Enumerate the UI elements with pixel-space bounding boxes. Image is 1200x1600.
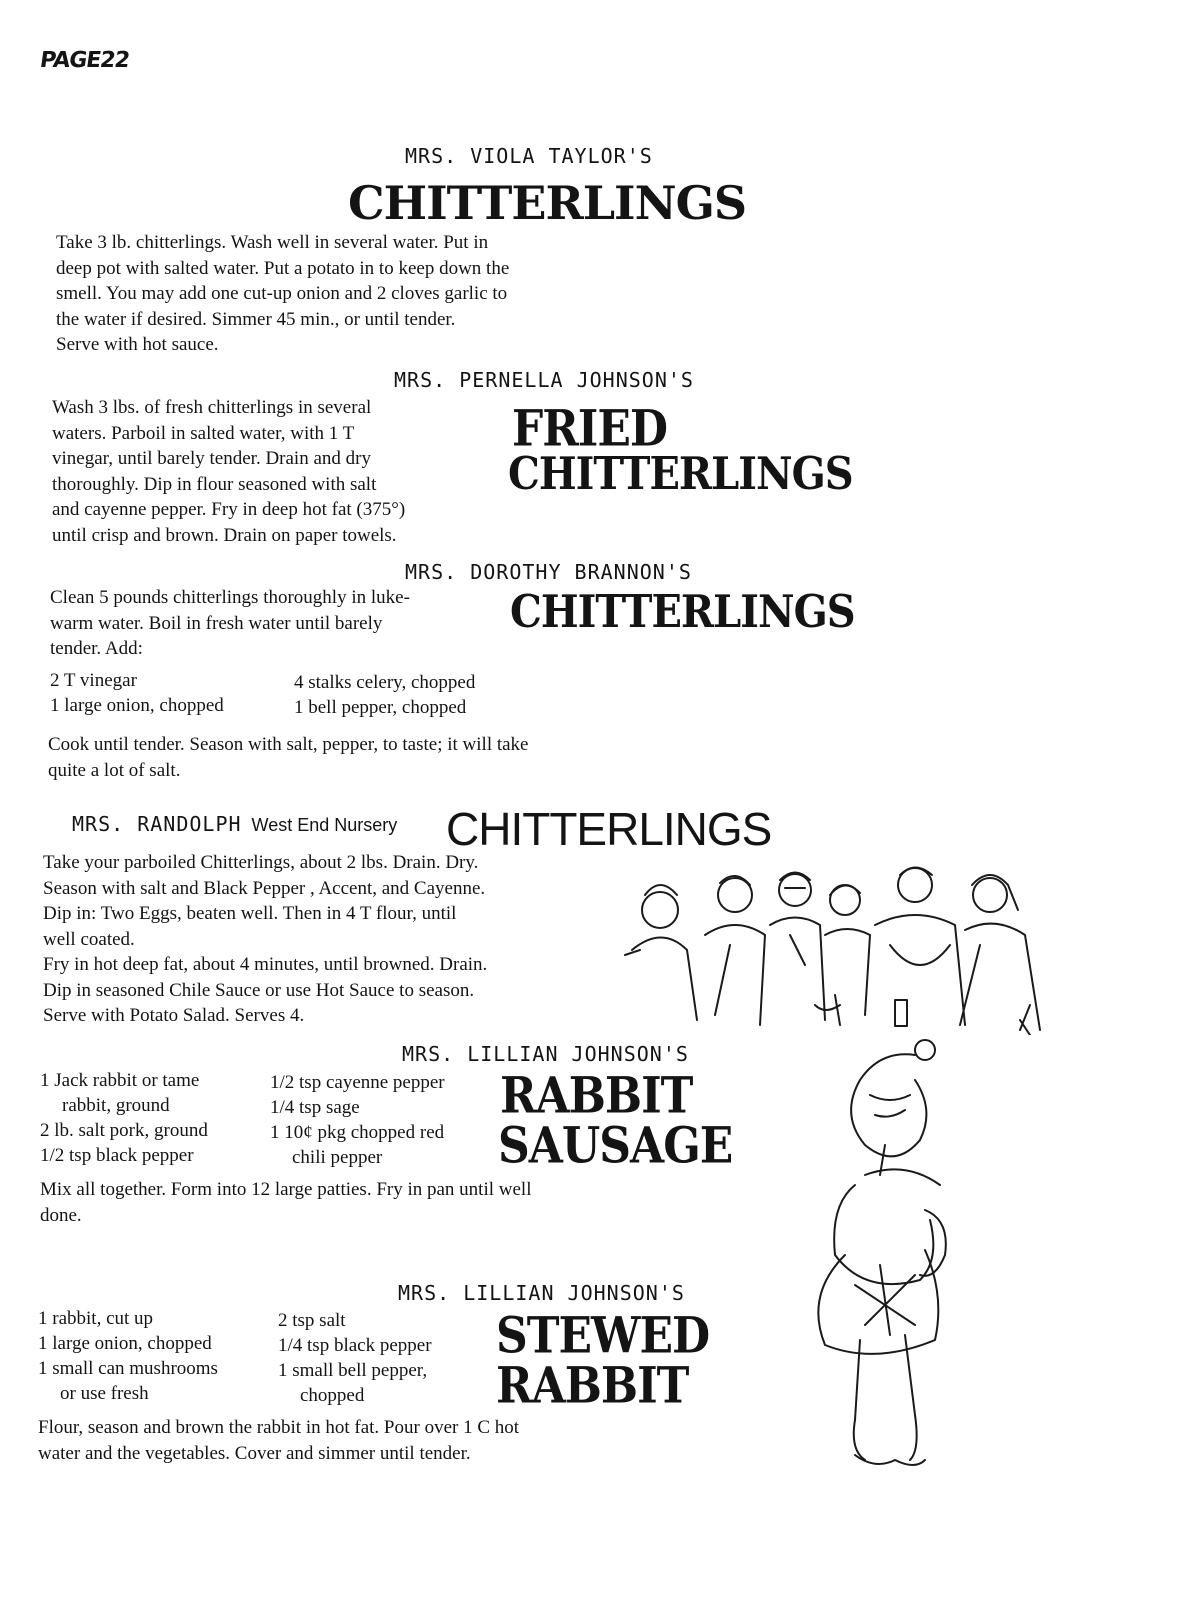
recipe-1-line: smell. You may add one cut-up onion and 2 cloves garlic to bbox=[56, 283, 508, 304]
recipe-4-line: Season with salt and Black Pepper , Accent, and Cayenne. bbox=[43, 877, 486, 899]
recipe-4-line: Fry in hot deep fat, about 4 minutes, until browned. Drain. bbox=[43, 954, 488, 975]
recipe-6-title-line-2: RABBIT bbox=[496, 1357, 689, 1415]
recipe-6-line: Flour, season and brown the rabbit in hot fat. Pour over 1 C hot bbox=[38, 1417, 520, 1438]
recipe-4-line: Take your parboiled Chitterlings, about 2 lbs. Drain. Dry. bbox=[43, 852, 479, 873]
ingredient: chili pepper bbox=[292, 1147, 383, 1168]
ingredient: 1 small can mushrooms bbox=[38, 1358, 218, 1379]
recipe-5-author: MRS. LILLIAN JOHNSON'S bbox=[402, 1042, 689, 1066]
ingredient: 2 lb. salt pork, ground bbox=[40, 1120, 208, 1141]
ingredient: 1 rabbit, cut up bbox=[38, 1308, 154, 1329]
recipe-3-body bbox=[50, 585, 410, 662]
recipe-1-line: Take 3 lb. chitterlings. Wash well in several water. Put in bbox=[56, 232, 489, 253]
recipe-6-directions bbox=[38, 1415, 519, 1466]
recipe-4-line: Dip in: Two Eggs, beaten well. Then in 4 T flour, until bbox=[43, 903, 457, 924]
ingredient: 1/2 tsp cayenne pepper bbox=[270, 1072, 445, 1093]
page-number: PAGE22 bbox=[38, 48, 131, 73]
recipe-4-title: CHITTERLINGS bbox=[446, 803, 772, 855]
recipe-4-line: Dip in seasoned Chile Sauce or use Hot Sauce to season. bbox=[43, 979, 475, 1001]
recipe-3-line: Cook until tender. Season with salt, pepper, to taste; it will take bbox=[48, 734, 529, 755]
recipe-3-line: Clean 5 pounds chitterlings thoroughly in luke- bbox=[50, 587, 410, 608]
ingredient: 1 Jack rabbit or tame bbox=[40, 1070, 200, 1091]
ingredient: 1 bell pepper, chopped bbox=[294, 697, 467, 718]
ingredient: 1 large onion, chopped bbox=[50, 695, 224, 716]
ingredient: 1 small bell pepper, bbox=[278, 1360, 428, 1381]
recipe-2-title-line-1: FRIED bbox=[512, 400, 668, 458]
ingredient: 4 stalks celery, chopped bbox=[294, 672, 476, 693]
recipe-2-author: MRS. PERNELLA JOHNSON'S bbox=[394, 368, 694, 392]
recipe-6-ingredients-right bbox=[278, 1308, 432, 1408]
recipe-4-line: well coated. bbox=[43, 928, 135, 950]
recipe-1-body bbox=[56, 230, 509, 358]
recipe-2-line: and cayenne pepper. Fry in deep hot fat (375°) bbox=[52, 499, 406, 520]
ingredient: 1 large onion, chopped bbox=[38, 1333, 212, 1354]
recipe-1-author: MRS. VIOLA TAYLOR'S bbox=[405, 144, 653, 168]
crowd-sketch-illustration bbox=[620, 855, 1050, 1035]
recipe-6-ingredients-left bbox=[38, 1306, 218, 1406]
recipe-3-ingredients-left bbox=[50, 668, 224, 718]
recipe-3-title: CHITTERLINGS bbox=[510, 585, 855, 639]
ingredient: 2 T vinegar bbox=[50, 670, 137, 691]
recipe-5-line: Mix all together. Form into 12 large patties. Fry in pan until well bbox=[40, 1179, 532, 1200]
recipe-1-line: deep pot with salted water. Put a potato in to keep down the bbox=[56, 257, 510, 279]
recipe-4-line: Serve with Potato Salad. Serves 4. bbox=[43, 1005, 305, 1026]
ingredient: 2 tsp salt bbox=[278, 1310, 346, 1331]
ingredient: 1/2 tsp black pepper bbox=[40, 1145, 194, 1166]
recipe-6-author: MRS. LILLIAN JOHNSON'S bbox=[398, 1281, 685, 1305]
woman-sketch-illustration bbox=[785, 1035, 975, 1475]
ingredient: rabbit, ground bbox=[62, 1095, 170, 1116]
recipe-5-ingredients-left bbox=[40, 1068, 208, 1168]
recipe-2-body bbox=[52, 395, 405, 548]
recipe-2-line: thoroughly. Dip in flour seasoned with salt bbox=[52, 473, 377, 495]
recipe-3-ingredients-right bbox=[294, 670, 475, 720]
recipe-3-line: tender. Add: bbox=[50, 638, 143, 659]
ingredient: 1/4 tsp black pepper bbox=[278, 1335, 432, 1356]
recipe-3-directions bbox=[48, 732, 529, 783]
recipe-2-line: vinegar, until barely tender. Drain and dry bbox=[52, 448, 371, 469]
ingredient: chopped bbox=[300, 1385, 365, 1406]
recipe-5-ingredients-right bbox=[270, 1070, 445, 1170]
recipe-5-title-line-1: RABBIT bbox=[500, 1067, 693, 1125]
recipe-3-line: quite a lot of salt. bbox=[48, 759, 181, 781]
ingredient: 1 10¢ pkg chopped red bbox=[270, 1122, 445, 1143]
recipe-1-title: CHITTERLINGS bbox=[348, 176, 747, 230]
ingredient: 1/4 tsp sage bbox=[270, 1097, 360, 1118]
recipe-2-line: until crisp and brown. Drain on paper towels. bbox=[52, 524, 397, 546]
recipe-2-line: waters. Parboil in salted water, with 1 T bbox=[52, 422, 355, 444]
recipe-4-affiliation: West End Nursery bbox=[251, 815, 398, 835]
recipe-3-line: warm water. Boil in fresh water until barely bbox=[50, 612, 383, 634]
recipe-6-line: water and the vegetables. Cover and simmer until tender. bbox=[38, 1442, 471, 1464]
recipe-2-line: Wash 3 lbs. of fresh chitterlings in several bbox=[52, 397, 372, 418]
recipe-5-title-line-2: SAUSAGE bbox=[498, 1117, 733, 1175]
recipe-6-title-line-1: STEWED bbox=[496, 1307, 710, 1365]
recipe-1-line: the water if desired. Simmer 45 min., or until tender. bbox=[56, 308, 456, 330]
recipe-2-title-line-2: CHITTERLINGS bbox=[508, 447, 853, 501]
recipe-4-author: MRS. RANDOLPH bbox=[72, 812, 242, 836]
recipe-5-directions bbox=[40, 1177, 531, 1228]
recipe-5-line: done. bbox=[40, 1204, 82, 1226]
recipe-1-line: Serve with hot sauce. bbox=[56, 334, 219, 355]
ingredient: or use fresh bbox=[60, 1383, 149, 1404]
recipe-3-author: MRS. DOROTHY BRANNON'S bbox=[405, 560, 692, 584]
recipe-4-body bbox=[43, 850, 487, 1029]
recipe-4-header bbox=[72, 812, 397, 836]
